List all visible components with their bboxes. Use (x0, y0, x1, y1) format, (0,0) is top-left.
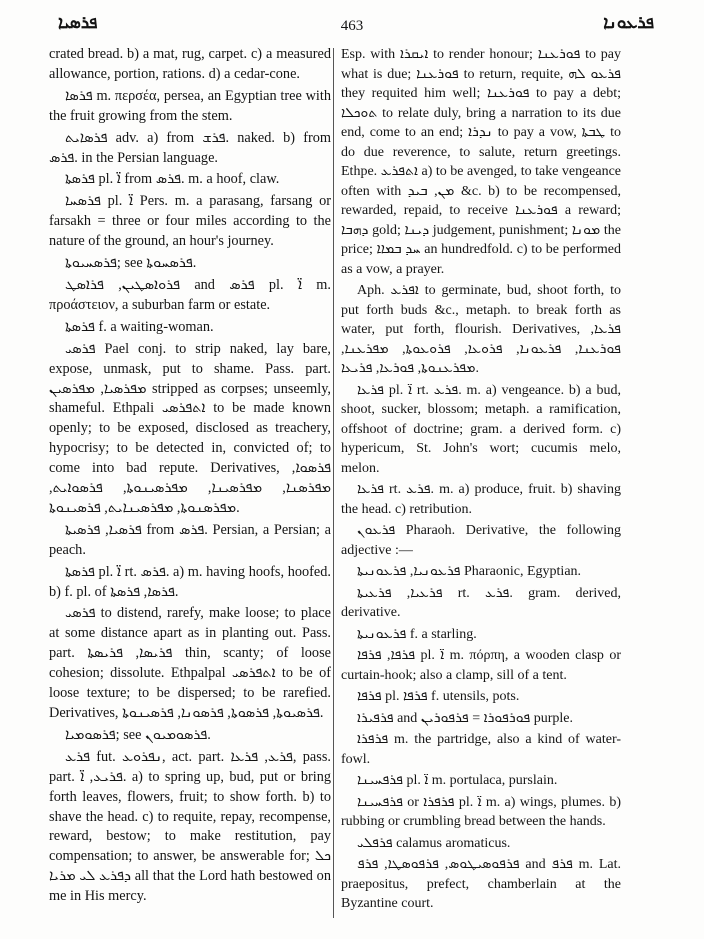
running-head-right: ܦܪܥܘܢܐ (603, 13, 654, 33)
dictionary-entry: ܦܪܦܝܪܐ and ܦܘܪܦܘܪܐ = ܦܪܦܘܪܝܢ purple. (357, 710, 574, 726)
dictionary-entry: ܦܪܣܝ Pael conj. to strip naked, lay bare, expose, unmask, put to shame. Pass. part. ܡܦܪܣܝܐ, ܡܦܪܣܝܢ stripped as corpses; unseemly, shameful. Ethpali ܐܬܦܪܣܝ to be made known openly; to be exposed, disclosed as treachery, hypocrisy; to be detected in, convicted of; to come into bad repute. Derivatives, ܦܪܣܘܐ, ܡܦܪܣܢܐ, ܡܦܪܣܝܢܐ, ܡܦܪܣܝܢܘܬܐ, ܦܪܣܘܐܝܬ, ܡܦܪܣܢܘܬܐ, ܡܦܪܣܝܢܐܝܬ, ܦܪܣܝܢܘܬܐ. (49, 340, 331, 516)
dictionary-entry: ܦܪܥܘܢܝܐ, ܦܪܥܘܢܝܬܐ Pharaonic, Egyptian. (357, 564, 582, 579)
dictionary-entry: ܦܪܥܐ rt. ܦܪܥ. m. a) produce, fruit. b) shaving the head. c) retribution. (341, 482, 621, 517)
dictionary-entry: Esp. with ܐܝܩܪܐ to render honour; ܦܘܪܥܢܐ to pay what is due; ܦܘܪܥܢܐ to return, requite, ܦܪܥܘ ܠܗ they requited him well; ܦܘܪܥܢܐ to pay a debt; ܬܘܟܠܐ to relate duly, bring a narration to its due end, come to an end; ܢܕܪܐ to pay a vow, ܛܒܬܐ to do due reverence, to salute, return greetings. Ethpe. ܐܬܦܪܥ a) to be avenged, to take vengeance often with ܡܢ, ܒܝܕ &c. b) to be recompensed, rewarded, repaid, to receive ܦܘܪܥܢܐ a reward; ܕܗܒܐ gold; ܕܝܢܐ judgement, punishment; ܡܘܢܐ the price; ܚܕ ܒܡܐܐ an hundredfold. c) to be performed as a vow, a prayer. (341, 47, 622, 277)
page-header (0, 0, 704, 40)
dictionary-entry: ܦܪܦܚܝܢܐ or ܦܪܦܪܐ pl. ܐ̈ m. a) wings, plumes. b) rubbing or crumbling bread between the hands. (341, 794, 621, 829)
dictionary-entry: ܦܪܣܬܐ pl. ܐ̈ from ܦܪܣ. m. a hoof, claw. (65, 171, 280, 188)
dictionary-entry: ܦܪܥܝܐ, ܦܪܥܝܬܐ rt. ܦܪܥ. gram. derived, derivative. (341, 585, 621, 620)
left-column (49, 45, 331, 909)
dictionary-entry: ܦܪܣܘܡܝܐ; see ܦܪܣܘܡܝܘܢ. (65, 726, 211, 743)
dictionary-entry: Aph. ܐܦܪܥ to germinate, bud, shoot forth, to put forth buds &c., metaph. to break forth as water, put forth, flourish. Derivatives, ܦܪܥܐ, ܦܘܪܥܢܐ, ܦܪܥܘܢܐ, ܦܪܘܥܐ, ܦܪܘܥܘܬܐ, ܡܦܪܥܢܐ, ܡܦܪܥܢܘܬܐ, ܦܘܪܥܐ, ܦܪܝܥܐ. (341, 283, 621, 376)
column-divider (333, 48, 334, 918)
dictionary-entry: ܦܪܣܐ m. περσέα, persea, an Egyptian tree with the fruit growing from the stem. (49, 87, 331, 124)
dictionary-entry: ܦܪܦܐ, ܦܪܦܐ pl. ܐ̈ m. πόρπη, a wooden clasp or curtain-hook; also a clamp, sill of a tent. (341, 648, 621, 683)
dictionary-entry: ܦܪܣܝ to distend, rarefy, make loose; to place at some distance apart as in planting out. Pass. part. ܦܪܝܣܐ, ܦܪܝܣܬܐ thin, scanty; of loose cohesion; dissolute. Ethpalpal ܐܬܦܪܣܝ to be of loose texture; to be dispersed; to be rarefied. Derivatives, ܦܪܣܝܘܬܐ, ܦܪܣܘܬܐ, ܦܪܣܘܢܐ, ܦܪܣܝܢܘܬܐ. (49, 605, 331, 721)
dictionary-entry: ܦܪܦܐ pl. ܦܪܦܐ f. utensils, pots. (357, 689, 520, 704)
dictionary-entry: ܦܪܥܘܢ Pharaoh. Derivative, the following adjective :— (341, 523, 621, 558)
dictionary-entry: ܦܪܘܐܣܛܝܢ, ܦܪܐܣܛ and ܦܪܣ pl. ܐ̈ m. προάστειον, a suburban farm or estate. (49, 276, 331, 313)
dictionary-entry: ܦܪܣܬܐ f. a waiting-woman. (65, 318, 214, 335)
dictionary-entry: ܦܪܥ fut. ܢܦܪܘܥ, act. part. ܦܪܥ, ܦܪܥܐ, pass. part. ܦܪܝܥ, ܐ̈. a) to spring up, bud, put or bring forth leaves, flowers, fruit; to show forth. b) to shave the head. c) to requite, repay, recompense, reward, bestow; to make restitution, pay compensation; to answer, be answerable for; ܟܠ ܕܦܪܥ ܠܝ ܡܪܝܐ all that the Lord hath bestowed on me in His mercy. (49, 748, 332, 905)
dictionary-entry: ܦܪܦܘܣܝܛܘܣ, ܦܪܦܘܣܛܐ, ܦܪܦ and ܦܪܦ m. Lat. praepositus, prefect, chamberlain at the Byzantine court. (341, 857, 622, 911)
dictionary-entry: ܦܪܣܐܝܬ adv. a) from ܦܪܫ. naked. b) from ܦܪܣ. in the Persian language. (49, 129, 332, 166)
right-column (341, 45, 621, 916)
dictionary-entry: crated bread. b) a mat, rug, carpet. c) a measured allowance, portion, rations. d) a cedar-cone. (49, 46, 331, 82)
running-head-left: ܦܪܣܝܐ (58, 13, 98, 33)
dictionary-entry: ܦܪܣܬܐ pl. ܐ̈ rt. ܦܪܣ. a) m. having hoofs, hoofed. b) f. pl. of ܦܪܣܐ, ܦܪܣܬܐ. (49, 563, 331, 600)
dictionary-entry: ܦܪܦܚܝܢܐ pl. ܐ̈ m. portulaca, purslain. (357, 773, 558, 788)
dictionary-entry: ܦܪܣܚܐ pl. ܐ̈ Pers. m. a parasang, farsang or farsakh = three or four miles according to the nature of the ground, an hour's journey. (49, 193, 332, 250)
dictionary-entry: ܦܪܣܚܝܘܬܐ; see ܦܪܣܚܘܬܐ. (65, 255, 197, 272)
dictionary-entry: ܦܪܣܝܐ, ܦܪܣܝܬܐ from ܦܪܣ. Persian, a Persian; a peach. (49, 521, 331, 558)
dictionary-entry: ܦܪܥܘܢܝܬܐ f. a starling. (357, 626, 477, 642)
dictionary-entry: ܦܪܦܠܝ calamus aromaticus. (357, 835, 511, 851)
dictionary-entry: ܦܪܥܐ pl. ܐ̈ rt. ܦܪܥ. m. a) vengeance. b) a bud, shoot, sucker, blossom; metaph. a ramification, offshoot of doctrine; gram. a derived form. c) hypericum, St. John's wort; cucumis melo, melon. (341, 382, 621, 476)
page-number: 463 (340, 18, 364, 34)
dictionary-entry: ܦܪܦܪܐ m. the partridge, also a kind of water-fowl. (341, 732, 621, 767)
